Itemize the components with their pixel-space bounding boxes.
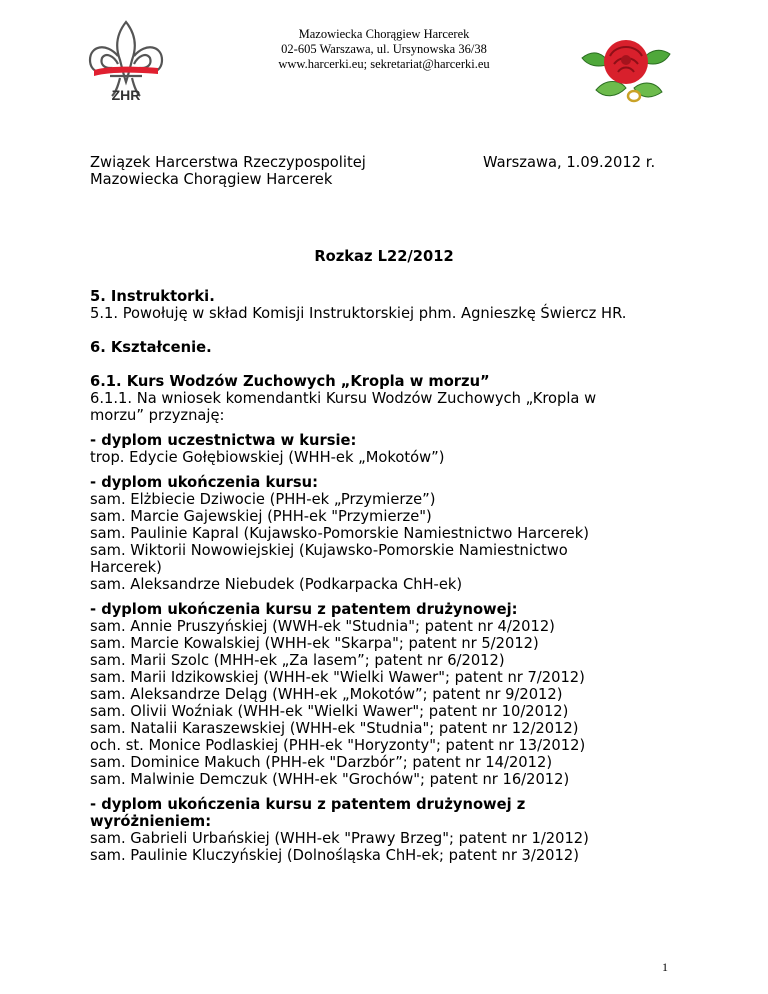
section-6-1-1-intro-cont: morzu” przyznaję: <box>90 407 225 424</box>
list-item: sam. Marii Idzikowskiej (WHH-ek "Wielki Wawer"; patent nr 7/2012) <box>90 669 585 686</box>
list-item: sam. Natalii Karaszewskiej (WHH-ek "Studnia"; patent nr 12/2012) <box>90 720 579 737</box>
page-number: 1 <box>662 960 668 974</box>
list-item: sam. Paulinie Kluczyńskiej (Dolnośląska ChH-ek; patent nr 3/2012) <box>90 847 579 864</box>
list-item: sam. Marcie Kowalskiej (WHH-ek "Skarpa"; patent nr 5/2012) <box>90 635 539 652</box>
list-item: sam. Aleksandrze Niebudek (Podkarpacka ChH-ek) <box>90 576 463 593</box>
order-content <box>90 288 690 864</box>
section-6-1-heading: 6.1. Kurs Wodzów Zuchowych „Kropla w morzu” <box>90 373 490 390</box>
order-title: Rozkaz L22/2012 <box>314 248 454 265</box>
list-item: sam. Annie Pruszyńskiej (WWH-ek "Studnia"; patent nr 4/2012) <box>90 618 555 635</box>
rose-logo-icon <box>576 28 676 110</box>
letterhead-address: 02-605 Warszawa, ul. Ursynowska 36/38 <box>281 42 487 56</box>
document-date: Warszawa, 1.09.2012 r. <box>483 154 656 171</box>
letterhead-contact: www.harcerki.eu; sekretariat@harcerki.eu <box>278 57 490 71</box>
organization-block <box>90 154 366 188</box>
organization-unit: Mazowiecka Chorągiew Harcerek <box>90 171 333 188</box>
letterhead <box>180 27 588 72</box>
letterhead-name: Mazowiecka Chorągiew Harcerek <box>298 27 470 41</box>
section-6-heading: 6. Kształcenie. <box>90 339 212 356</box>
distinction-heading-cont: wyróżnieniem: <box>90 813 212 830</box>
section-6-1-1-intro: 6.1.1. Na wniosek komendantki Kursu Wodzów Zuchowych „Kropla w <box>90 390 597 407</box>
section-5-heading: 5. Instruktorki. <box>90 288 215 305</box>
distinction-heading: - dyplom ukończenia kursu z patentem drużynowej z <box>90 796 526 813</box>
list-item: och. st. Monice Podlaskiej (PHH-ek "Horyzonty"; patent nr 13/2012) <box>90 737 586 754</box>
list-item: sam. Olivii Woźniak (WHH-ek "Wielki Wawer"; patent nr 10/2012) <box>90 703 569 720</box>
zhr-lily-logo-icon <box>80 16 172 108</box>
patent-heading: - dyplom ukończenia kursu z patentem drużynowej: <box>90 601 518 618</box>
list-item: sam. Gabrieli Urbańskiej (WHH-ek "Prawy Brzeg"; patent nr 1/2012) <box>90 830 589 847</box>
organization-name: Związek Harcerstwa Rzeczypospolitej <box>90 154 366 171</box>
list-item: sam. Aleksandrze Deląg (WHH-ek „Mokotów”; patent nr 9/2012) <box>90 686 563 703</box>
completion-heading: - dyplom ukończenia kursu: <box>90 474 319 491</box>
list-item: sam. Marcie Gajewskiej (PHH-ek "Przymierze") <box>90 508 432 525</box>
logo-lettering: ZHR <box>111 87 141 103</box>
list-item: sam. Paulinie Kapral (Kujawsko-Pomorskie Namiestnictwo Harcerek) <box>90 525 589 542</box>
list-item: Harcerek) <box>90 559 162 576</box>
list-item: sam. Elżbiecie Dziwocie (PHH-ek „Przymierze”) <box>90 491 436 508</box>
section-5-item: 5.1. Powołuję w skład Komisji Instruktorskiej phm. Agnieszkę Świercz HR. <box>90 305 627 322</box>
participation-heading: - dyplom uczestnictwa w kursie: <box>90 432 357 449</box>
list-item: sam. Marii Szolc (MHH-ek „Za lasem”; patent nr 6/2012) <box>90 652 505 669</box>
list-item: sam. Malwinie Demczuk (WHH-ek "Grochów"; patent nr 16/2012) <box>90 771 570 788</box>
list-item: sam. Dominice Makuch (PHH-ek "Darzbór”; patent nr 14/2012) <box>90 754 553 771</box>
list-item: trop. Edycie Gołębiowskiej (WHH-ek „Mokotów”) <box>90 449 445 466</box>
list-item: sam. Wiktorii Nowowiejskiej (Kujawsko-Pomorskie Namiestnictwo <box>90 542 568 559</box>
